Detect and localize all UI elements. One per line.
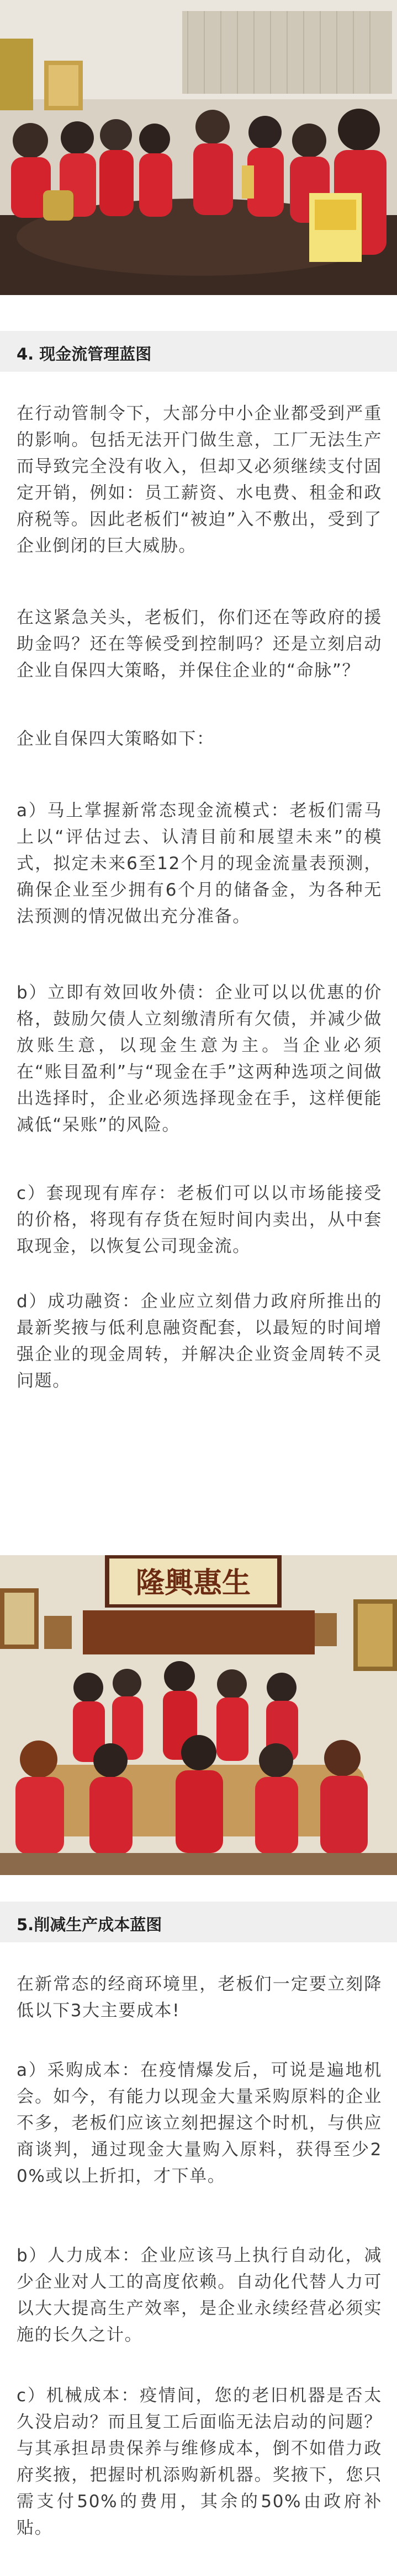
section-4-paragraph-intro: 在行动管制令下，大部分中小企业都受到严重的影响。包括无法开门做生意，工厂无法生产而导致完全没有收入，但却又必须继续支付固定开销，例如：员工薪资、水电费、租金和政府税等。因此老板们“被迫”入不敷出，受到了企业倒闭的巨大威胁。 <box>17 404 382 556</box>
team-photo-banner-illustration <box>0 1555 397 1875</box>
section-4-strategy-d: d）成功融资：企业应立刻借力政府所推出的最新奖掖与低利息融资配套，以最短的时间增强企业的现金周转，并解决企业资金周转不灵问题。 <box>17 1292 382 1391</box>
section-4-heading: 4. 现金流管理蓝图 <box>17 345 152 363</box>
section-5-heading-block <box>0 1902 397 1942</box>
section-5-heading: 5.削减生产成本蓝图 <box>17 1915 162 1934</box>
team-photo-office <box>0 0 397 295</box>
section-5-cost-c: c）机械成本：疫情间，您的老旧机器是否太久没启动？而且复工后面临无法启动的问题？与其承担昂贵保养与维修成本，倒不如借力政府奖掖，把握时机添购新机器。奖掖下，您只需支付50%的费用，其余的50%由政府补贴。 <box>17 2386 382 2538</box>
section-5-paragraph-intro: 在新常态的经商环境里，老板们一定要立刻降低以下3大主要成本! <box>17 1974 382 2021</box>
section-5-cost-a: a）采购成本：在疫情爆发后，可说是遍地机会。如今，有能力以现金大量采购原料的企业不多，老板们应该立刻把握这个时机，与供应商谈判，通过现金大量购入原料，获得至少20%或以上折扣，才下单。 <box>17 2060 382 2186</box>
banner-calligraphy: 隆興惠生 <box>135 1566 251 1600</box>
section-5-cost-b: b）人力成本：企业应该马上执行自动化，减少企业对人工的高度依赖。自动化代替人力可以大大提高生产效率，是企业永续经营必须实施的长久之计。 <box>17 2246 382 2345</box>
section-4-paragraph-question: 在这紧急关头，老板们，你们还在等政府的援助金吗？还在等候受到控制吗？还是立刻启动企业自保四大策略，并保住企业的“命脉”？ <box>17 608 382 681</box>
team-photo-banner <box>0 1555 397 1875</box>
section-4-strategy-c: c）套现现有库存：老板们可以以市场能接受的价格，将现有存货在短时间内卖出，从中套取现金，以恢复公司现金流。 <box>17 1183 382 1256</box>
section-4-strategy-a: a）马上掌握新常态现金流模式：老板们需马上以“评估过去、认清目前和展望未来”的模式，拟定未来6至12个月的现金流量表预测，确保企业至少拥有6个月的储备金，为各种无法预测的情况做出充分准备。 <box>17 801 382 926</box>
section-4-paragraph-strategy-list-title: 企业自保四大策略如下： <box>17 729 215 749</box>
section-4-strategy-b: b）立即有效回收外债：企业可以以优惠的价格，鼓励欠债人立刻缴清所有欠债，并减少做放账生意，以现金生意为主。当企业必须在“账目盈利”与“现金在手”这两种选项之间做出选择时，企业必须选择现金在手，这样便能减低“呆账”的风险。 <box>17 983 382 1135</box>
team-photo-office-illustration <box>0 0 397 295</box>
section-4-heading-block <box>0 331 397 372</box>
